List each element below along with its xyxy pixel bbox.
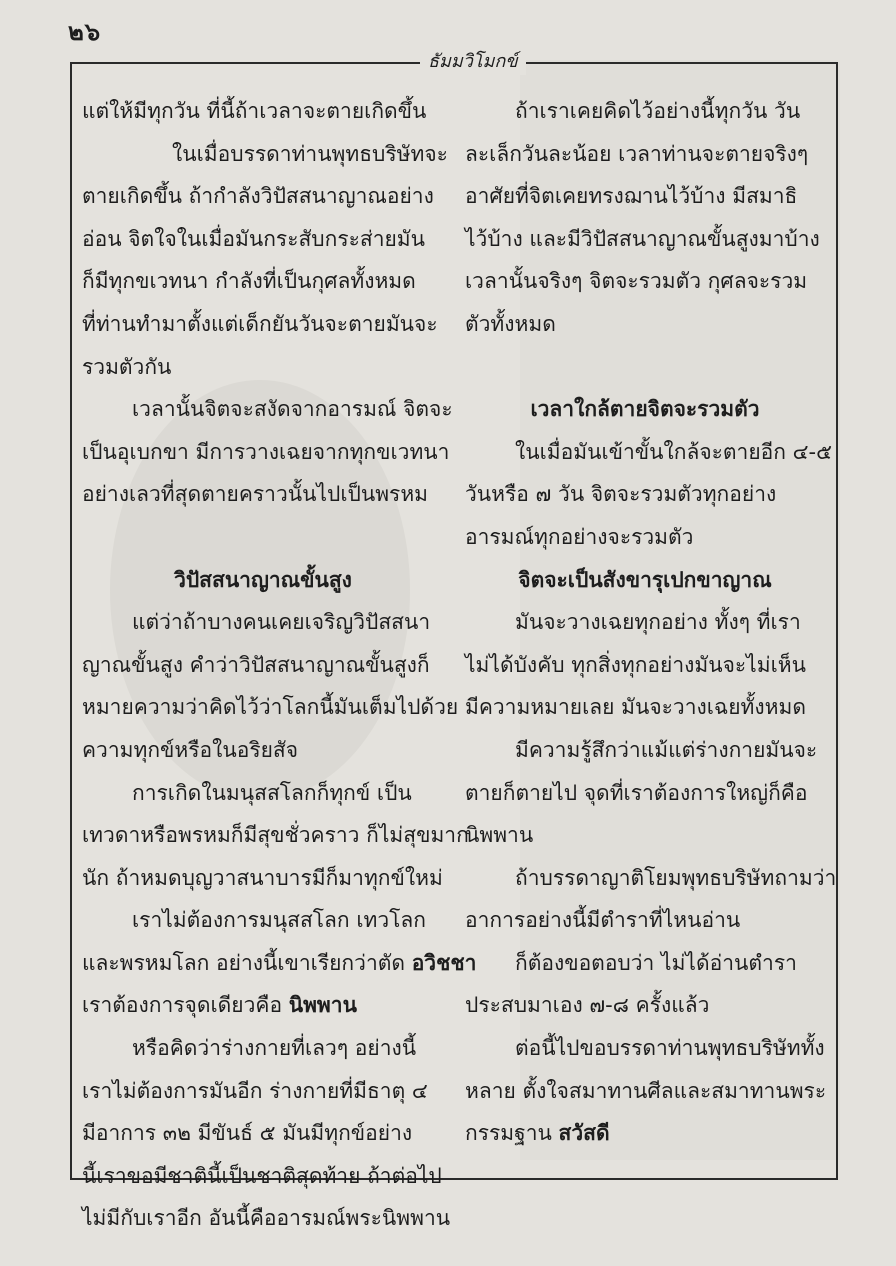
text-line: อาการอย่างนี้มีตำราที่ไหนอ่าน <box>465 908 741 933</box>
text-line: นี้เราขอมีชาตินี้เป็นชาติสุดท้าย ถ้าต่อไป <box>82 1163 442 1188</box>
text-line: หมายความว่าคิดไว้ว่าโลกนี้มันเต็มไปด้วย <box>82 695 459 720</box>
left-column <box>82 90 477 1240</box>
section-heading: เวลาใกล้ตายจิตจะรวมตัว <box>530 397 760 422</box>
page-number: ๒๖ <box>68 18 102 46</box>
text-line: มีความหมายเลย มันจะวางเฉยทั้งหมด <box>465 695 806 720</box>
text-run: กรรมฐาน <box>465 1121 559 1146</box>
text-line: อาศัยที่จิตเคยทรงฌานไว้บ้าง มีสมาธิ <box>465 184 798 209</box>
text-line: นิพพาน <box>465 823 534 848</box>
text-line <box>82 942 477 985</box>
text-line: เป็นอุเบกขา มีการวางเฉยจากทุกขเวทนา <box>82 439 450 464</box>
right-column <box>465 90 837 1155</box>
text-line: เวลานั้นจิตจะสงัดจากอารมณ์ จิตจะ <box>132 397 453 422</box>
bold-term: สวัสดี <box>558 1121 610 1146</box>
bold-term: อวิชชา <box>411 950 477 975</box>
section-heading: จิตจะเป็นสังขารุเปกขาญาณ <box>518 567 772 592</box>
text-line: ไว้บ้าง และมีวิปัสสนาญาณขั้นสูงมาบ้าง <box>465 226 820 251</box>
text-line: ในเมื่อบรรดาท่านพุทธบริษัทจะ <box>172 141 448 166</box>
text-line: ญาณขั้นสูง คำว่าวิปัสสนาญาณขั้นสูงก็ <box>82 652 430 677</box>
text-line: ตายก็ตายไป จุดที่เราต้องการใหญ่ก็คือ <box>465 780 808 805</box>
text-line: ก็ต้องขอตอบว่า ไม่ได้อ่านตำรา <box>515 950 797 975</box>
text-line: มีความรู้สึกว่าแม้แต่ร่างกายมันจะ <box>515 737 818 762</box>
text-line: ตายเกิดขึ้น ถ้ากำลังวิปัสสนาญาณอย่าง <box>82 184 434 209</box>
text-line: หลาย ตั้งใจสมาทานศีลและสมาทานพระ <box>465 1078 827 1103</box>
text-line: ตัวทั้งหมด <box>465 311 556 336</box>
text-line: หรือคิดว่าร่างกายที่เลวๆ อย่างนี้ <box>132 1036 417 1061</box>
text-line: การเกิดในมนุสสโลกก็ทุกข์ เป็น <box>132 780 412 805</box>
text-line: นัก ถ้าหมดบุญวาสนาบารมีก็มาทุกข์ใหม่ <box>82 865 443 890</box>
text-line: เราไม่ต้องการมันอีก ร่างกายที่มีธาตุ ๔ <box>82 1078 428 1103</box>
text-line: ถ้าบรรดาญาติโยมพุทธบริษัทถามว่า <box>515 865 837 890</box>
running-header: ธัมมวิโมกข์ <box>420 46 526 75</box>
text-line <box>82 984 444 1027</box>
text-line: ถ้าเราเคยคิดไว้อย่างนี้ทุกวัน วัน <box>515 99 801 123</box>
text-line: ละเล็กวันละน้อย เวลาท่านจะตายจริงๆ <box>465 141 809 166</box>
text-line: อารมณ์ทุกอย่างจะรวมตัว <box>465 524 694 549</box>
text-line: อย่างเลวที่สุดตายคราวนั้นไปเป็นพรหม <box>82 482 429 507</box>
text-line: มีอาการ ๓๒ มีขันธ์ ๕ มันมีทุกข์อย่าง <box>82 1121 413 1146</box>
text-line: ไม่ได้บังคับ ทุกสิ่งทุกอย่างมันจะไม่เห็น <box>465 652 806 677</box>
text-line: เทวดาหรือพรหมก็มีสุขชั่วคราว ก็ไม่สุขมาก <box>82 823 469 848</box>
text-line: แต่ว่าถ้าบางคนเคยเจริญวิปัสสนา <box>132 610 431 635</box>
text-run: และพรหมโลก อย่างนี้เขาเรียกว่าตัด <box>82 950 412 975</box>
text-line: ต่อนี้ไปขอบรรดาท่านพุทธบริษัททั้ง <box>515 1036 825 1061</box>
bold-term: นิพพาน <box>288 993 357 1018</box>
text-line: แต่ให้มีทุกวัน ที่นี้ถ้าเวลาจะตายเกิดขึ้น <box>82 99 427 123</box>
text-line: ที่ท่านทำมาตั้งแต่เด็กยันวันจะตายมันจะ <box>82 311 438 336</box>
text-line <box>465 1112 825 1155</box>
section-heading: วิปัสสนาญาณขั้นสูง <box>174 567 352 592</box>
text-run: เราต้องการจุดเดียวคือ <box>82 993 289 1018</box>
text-line: มันจะวางเฉยทุกอย่าง ทั้งๆ ที่เรา <box>515 610 801 635</box>
text-line: อ่อน จิตใจในเมื่อมันกระสับกระส่ายมัน <box>82 226 426 251</box>
text-line: วันหรือ ๗ วัน จิตจะรวมตัวทุกอย่าง <box>465 482 777 507</box>
text-line: เวลานั้นจริงๆ จิตจะรวมตัว กุศลจะรวม <box>465 269 808 294</box>
text-line: รวมตัวกัน <box>82 354 172 379</box>
text-line: ไม่มีกับเราอีก อันนี้คืออารมณ์พระนิพพาน <box>82 1206 451 1231</box>
text-line: ความทุกข์หรือในอริยสัจ <box>82 737 299 762</box>
text-line: ก็มีทุกขเวทนา กำลังที่เป็นกุศลทั้งหมด <box>82 269 416 294</box>
text-line: ประสบมาเอง ๗-๘ ครั้งแล้ว <box>465 993 710 1018</box>
text-line: ในเมื่อมันเข้าขั้นใกล้จะตายอีก ๔-๕ <box>515 439 832 464</box>
text-line: เราไม่ต้องการมนุสสโลก เทวโลก <box>132 908 426 933</box>
